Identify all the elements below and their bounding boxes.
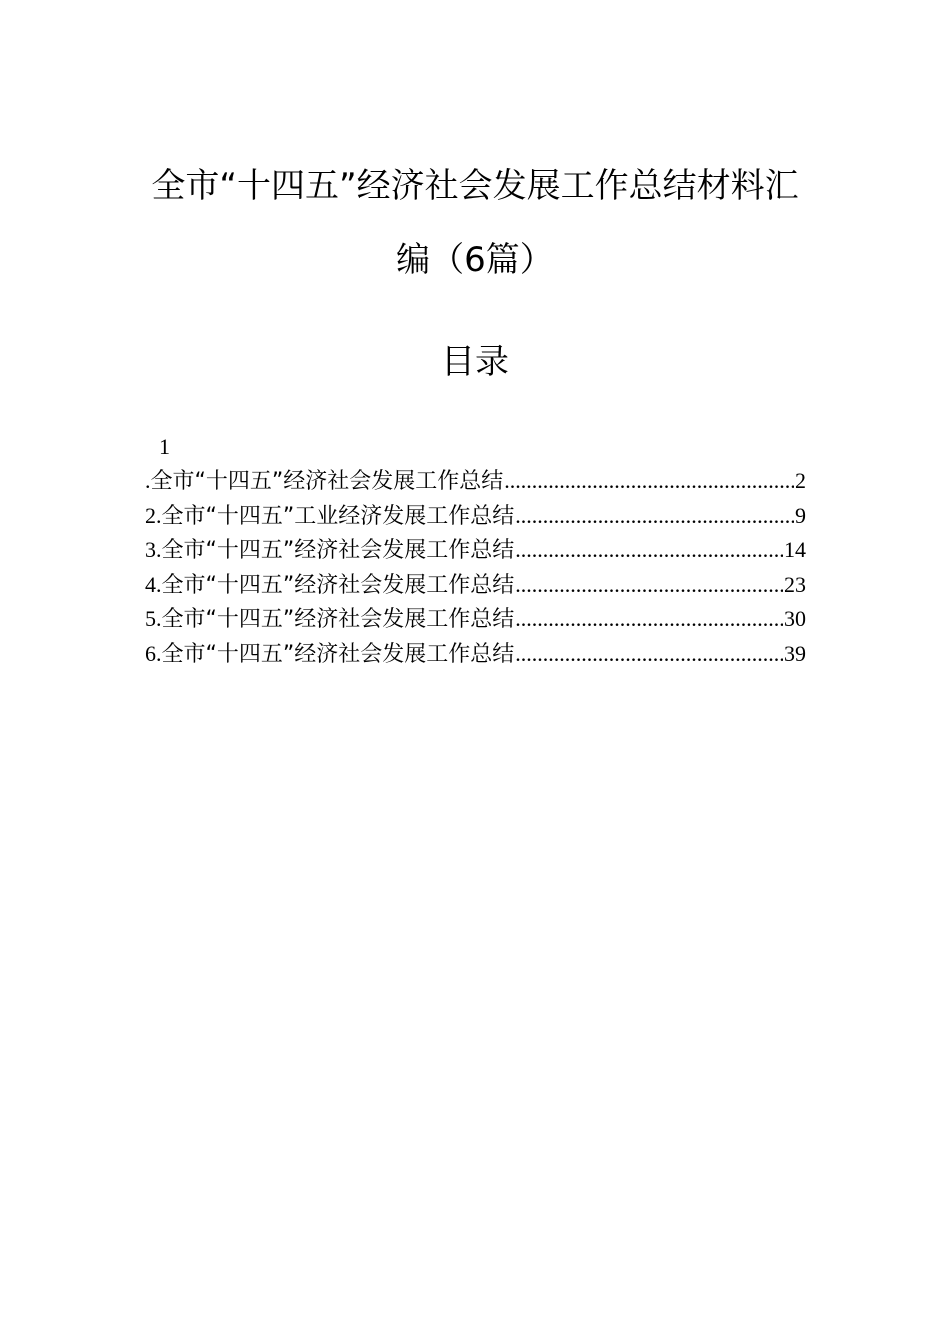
toc-entry-label [145,533,514,569]
toc-entry-label [145,499,514,535]
toc-dot-leader [515,602,783,637]
toc-entry-title: 全市“十四五”经济社会发展工作总结 [161,641,515,667]
toc-entry-label [145,637,514,673]
toc-entry-title: 全市“十四五”工业经济发展工作总结 [161,503,515,529]
toc-entry-1[interactable] [145,464,806,499]
toc-entry-6[interactable] [145,637,806,672]
toc-entry-page: 2 [795,468,806,493]
toc-entry-title: 全市“十四五”经济社会发展工作总结 [150,469,504,494]
toc-entry-prefix: . [145,468,151,493]
toc-entry-page: 30 [784,606,806,631]
toc-entry-3[interactable] [145,533,806,568]
toc-entry-page: 39 [784,640,806,666]
toc-entry-page: 9 [795,502,806,528]
toc-entry-prefix: 2. [145,502,162,528]
toc-dot-leader [515,499,794,534]
toc-dot-leader [515,568,783,603]
toc-entry-prefix: 6. [145,640,162,666]
toc-entry-title: 全市“十四五”经济社会发展工作总结 [161,607,515,632]
toc-dot-leader [515,637,783,672]
table-of-contents [145,432,806,671]
toc-entry-page: 14 [784,537,806,562]
toc-entry-page: 23 [784,571,806,597]
toc-entry-prefix: 3. [145,537,162,562]
toc-entry-title: 全市“十四五”经济社会发展工作总结 [161,538,515,563]
toc-dot-leader [504,464,794,499]
toc-entry-prefix: 4. [145,571,162,597]
toc-entry-label [145,568,514,604]
toc-heading: 目录 [441,342,509,382]
toc-entry-5[interactable] [145,602,806,637]
toc-entry-label [145,464,503,500]
toc-stray-number: 1 [159,434,170,459]
toc-entry-2[interactable] [145,499,806,534]
toc-entry-prefix: 5. [145,606,162,631]
toc-entry-label [145,602,514,638]
document-title-line-2: 编（6篇） [396,240,554,280]
toc-entry-4[interactable] [145,568,806,603]
document-title-line-1: 全市“十四五”经济社会发展工作总结材料汇 [151,166,799,206]
toc-dot-leader [515,533,783,568]
toc-entry-title: 全市“十四五”经济社会发展工作总结 [161,572,515,598]
